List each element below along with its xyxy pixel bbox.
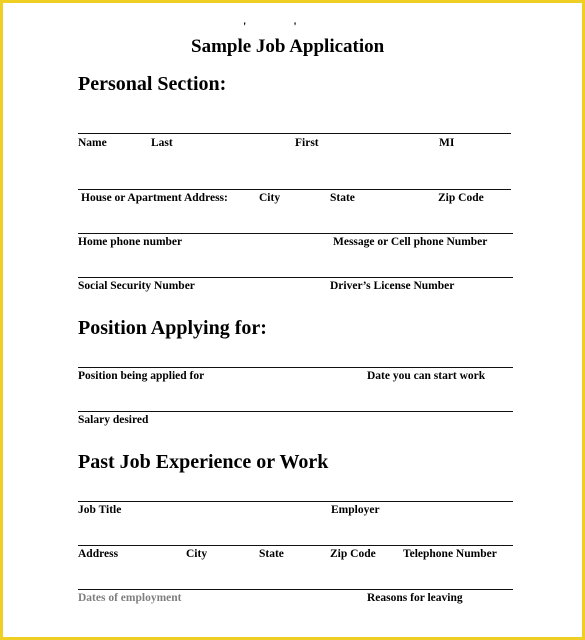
zip-code-label: Zip Code: [438, 192, 484, 204]
job-title-label: Job Title: [78, 504, 122, 516]
position-section-heading: Position Applying for:: [78, 317, 267, 339]
job-title-line[interactable]: [78, 501, 513, 502]
name-line[interactable]: [78, 133, 511, 134]
ssn-label: Social Security Number: [78, 280, 195, 292]
salary-label: Salary desired: [78, 414, 149, 426]
middle-initial-label: MI: [439, 137, 455, 149]
start-date-label: Date you can start work: [367, 370, 486, 382]
position-line[interactable]: [78, 367, 513, 368]
salary-line[interactable]: [78, 411, 513, 412]
home-phone-label: Home phone number: [78, 236, 183, 248]
cell-phone-label: Message or Cell phone Number: [333, 236, 488, 248]
reasons-for-leaving-label: Reasons for leaving: [367, 592, 463, 604]
personal-section-heading: Personal Section:: [78, 73, 227, 95]
job-zip-code-label: Zip Code: [330, 548, 376, 560]
job-address-line[interactable]: [78, 545, 513, 546]
address-label: House or Apartment Address:: [81, 192, 228, 204]
last-name-label: Last: [151, 137, 173, 149]
document-title: Sample Job Application: [191, 36, 385, 57]
job-address-label: Address: [78, 548, 119, 560]
telephone-number-label: Telephone Number: [403, 548, 497, 560]
dates-line[interactable]: [78, 589, 513, 590]
scan-marks: ' ': [243, 19, 319, 33]
position-label: Position being applied for: [78, 370, 205, 382]
city-label: City: [259, 192, 281, 204]
experience-section-heading: Past Job Experience or Work: [78, 451, 329, 473]
phone-line[interactable]: [78, 233, 513, 234]
name-label: Name: [78, 137, 107, 149]
first-name-label: First: [295, 137, 319, 149]
ssn-line[interactable]: [78, 277, 513, 278]
address-line[interactable]: [78, 189, 511, 190]
drivers-license-label: Driver’s License Number: [330, 280, 455, 292]
job-state-label: State: [259, 548, 284, 560]
employer-label: Employer: [331, 504, 380, 516]
job-city-label: City: [186, 548, 208, 560]
state-label: State: [330, 192, 355, 204]
dates-of-employment-label: Dates of employment: [78, 592, 182, 604]
